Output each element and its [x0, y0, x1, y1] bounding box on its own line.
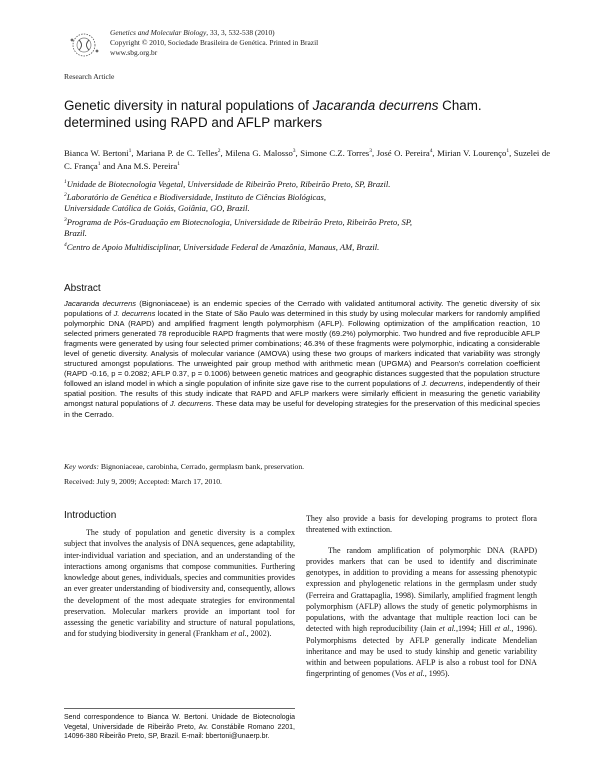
right-column-paragraph-2: [306, 545, 537, 680]
abstract-body: [64, 299, 540, 420]
author-list: [64, 146, 550, 172]
affiliation-line: [64, 203, 544, 214]
author-affiliation-ref: 1: [97, 160, 101, 167]
author-separator: ,: [509, 147, 514, 158]
author-separator: ,: [432, 147, 438, 158]
affiliation-line: [64, 190, 544, 203]
affiliation-text: Programa de Pós-Graduação em Biotecnologia, Universidade de Ribeirão Preto, Ribeirão Preto, SP,: [66, 216, 412, 227]
received-dates: Received: July 9, 2009; Accepted: March 17, 2010.: [64, 477, 222, 486]
author-name: Mirian V. Lourenço: [437, 147, 507, 158]
species-name: Jacaranda decurrens: [64, 299, 137, 308]
citation-etal: et al.: [494, 624, 512, 634]
affiliation-number: 3: [64, 216, 67, 223]
right-text-segment: ,1994; Hill: [455, 624, 495, 634]
author-name: Bianca W. Bertoni: [64, 147, 129, 158]
affiliation-text: Universidade Católica de Goiás, Goiânia, GO, Brazil.: [64, 203, 250, 214]
author-name: Mariana P. de C. Telles: [136, 147, 218, 158]
right-text-segment: , 1996). Polymorphisms detected by AFLP generally indicate Mendelian inheritance and may be used to study kinship and genetic variability within and between populations. AFLP is also a robust tool for DNA fingerprinting of genomes (Vos: [306, 624, 537, 679]
article-title: Genetic diversity in natural populations of Jacaranda decurrens Cham. determined using RAPD and AFLP markers: [64, 98, 482, 130]
author-separator: ,: [220, 147, 226, 158]
author-affiliation-ref: 3: [292, 148, 296, 154]
author-affiliation-ref: 1: [506, 148, 510, 154]
abstract-text-segment: located in the State of São Paulo was determined in this study by using molecular markers for randomly amplified polymorphic DNA (RAPD) and amplified fragment length polymorphism (AFLP). Following optimization of the amplification reaction, 10 selected primers generated 78 reproducible RAPD fragments that were mostly (69.2%) polymorphic. Two hundred and five reproducible AFLP fragments were generated by using four selected primer combinations; 46.3% of these fragments were polymorphic, indicating a considerable level of genetic diversity. Analysis of molecular variance (AMOVA) using these two groups of markers indicated that variability was strongly structured amongst populations. The unweighted pair group method with arithmetic mean (UPGMA) and Pearson's correlation coefficient (RAPD -0.16, p = 0.2082; AFLP 0.37, p = 0.1006) between genetic matrices and geographic distances suggested that the population structure followed an island model in which a single population of infinite size gave rise to the current populations of: [64, 309, 540, 389]
author-affiliation-ref: 1: [177, 160, 181, 167]
author-affiliation-ref: 1: [128, 148, 132, 154]
species-name: J. decurrens: [421, 379, 464, 389]
affiliation-number: 2: [64, 192, 67, 199]
species-name: J. decurrens: [113, 309, 156, 319]
affiliation-line: [64, 240, 544, 253]
affiliation-number: 1: [64, 179, 67, 185]
copyright-line: Copyright © 2010, Sociedade Brasileira de Genética. Printed in Brazil: [110, 38, 319, 48]
abstract-text-segment: . These data may be useful for developing strategies for the preservation of this medicinal species in the Cerrado.: [64, 399, 541, 419]
affiliation-line: [64, 177, 544, 190]
introduction-heading: Introduction: [64, 510, 117, 521]
species-name: J. decurrens: [169, 399, 212, 409]
abstract-heading: Abstract: [64, 283, 101, 294]
journal-citation: Genetics and Molecular Biology, 33, 3, 532-538 (2010): [110, 28, 275, 37]
keywords-line: Key words: Bignoniaceae, carobinha, Cerrado, germplasm bank, preservation.: [64, 462, 305, 471]
affiliation-text: Brazil.: [64, 228, 87, 239]
affiliation-line: [64, 215, 544, 228]
right-text-segment: , 1995).: [424, 669, 450, 679]
affiliation-text: Centro de Apoio Multidisciplinar, Universidade Federal de Amazônia, Manaus, AM, Brazil.: [66, 241, 380, 252]
affiliation-list: [64, 177, 544, 253]
author-separator: and: [100, 160, 117, 171]
author-affiliation-ref: 3: [369, 148, 372, 154]
affiliation-number: 4: [64, 241, 67, 248]
author-name: Ana M.S. Pereira: [116, 160, 178, 171]
author-name: Milena G. Malosso: [225, 147, 293, 158]
article-type-label: Research Article: [64, 72, 115, 81]
introduction-body: [64, 527, 295, 640]
footnote-divider: [64, 708, 295, 709]
journal-website[interactable]: www.sbg.org.br: [110, 48, 158, 58]
right-text-segment: The random amplification of polymorphic DNA (RAPD) provides markers that can be used to identify and discriminate genotypes, in addition to providing a means for assessing phenotypic expression and phylogenetic relations in the germplasm under study (Ferreira and Grattapaglia, 1998). Similarly, amplified fragment length polymorphism (AFLP) allows the study of genetic polymorphisms in populations, with the advantage that multiple reaction loci can be detected with high reproducibility (Jain: [306, 545, 537, 634]
sbg-logo-icon: [64, 30, 104, 60]
author-name: Simone C.Z. Torres: [300, 147, 370, 158]
abstract-text-segment: , independently of their spatial position. The results of this study indicate that RAPD and AFLP markers were similarly efficient in measuring the genetic variability amongst natural populations of: [64, 379, 540, 409]
affiliation-text: Unidade de Biotecnologia Vegetal, Universidade de Ribeirão Preto, Ribeirão Preto, SP, Brazil.: [66, 178, 391, 189]
right-column-paragraph-1: They also provide a basis for developing programs to protect flora threatened with extinction.: [306, 514, 537, 535]
author-name: José O. Pereira: [376, 147, 430, 158]
intro-text-segment: , 2002).: [246, 629, 272, 639]
correspondence-note: Send correspondence to Bianca W. Bertoni. Unidade de Biotecnologia Vegetal, Universidade de Ribeirão Preto, Av. Constábile Romano 2201, 14096-380 Ribeirão Preto, SP, Brazil. E-mail: bbertoni@unaerp.br.: [64, 714, 295, 741]
affiliation-line: [64, 228, 544, 239]
author-separator: ,: [295, 147, 301, 158]
citation-etal: et al.: [230, 629, 247, 639]
journal-header: [110, 28, 318, 59]
right-column-body: [306, 513, 537, 680]
intro-text-segment: The study of population and genetic diversity is a complex subject that involves the analysis of DNA sequences, gene adaptability, inter-individual variation and speciation, and an understanding of the interactions among organisms that compose communities. Furthering knowledge about genes, individuals, species and communities provides an ever greater understanding of biodiversity and, consequently, allows the development of the most adequate strategies for environmental preservation. Molecular markers provide an important tool for assessing the genetic variability and structure of natural populations, and for studying biodiversity in general (Frankham: [64, 528, 295, 639]
affiliation-text: Laboratório de Genética e Biodiversidade, Instituto de Ciências Biológicas,: [66, 192, 326, 203]
citation-etal: et al.: [439, 624, 456, 634]
author-separator: ,: [371, 147, 377, 158]
author-separator: ,: [131, 147, 137, 158]
citation-etal: et al.: [408, 669, 425, 679]
author-affiliation-ref: 2: [217, 148, 221, 154]
author-affiliation-ref: 4: [429, 148, 433, 154]
introduction-paragraph: [64, 527, 295, 640]
author-name: Suzelei de C. França: [64, 147, 551, 171]
abstract-text-segment: (Bignoniaceae) is an endemic species of the Cerrado with validated antitumoral activity. The genetic diversity of six populations of: [64, 299, 540, 319]
